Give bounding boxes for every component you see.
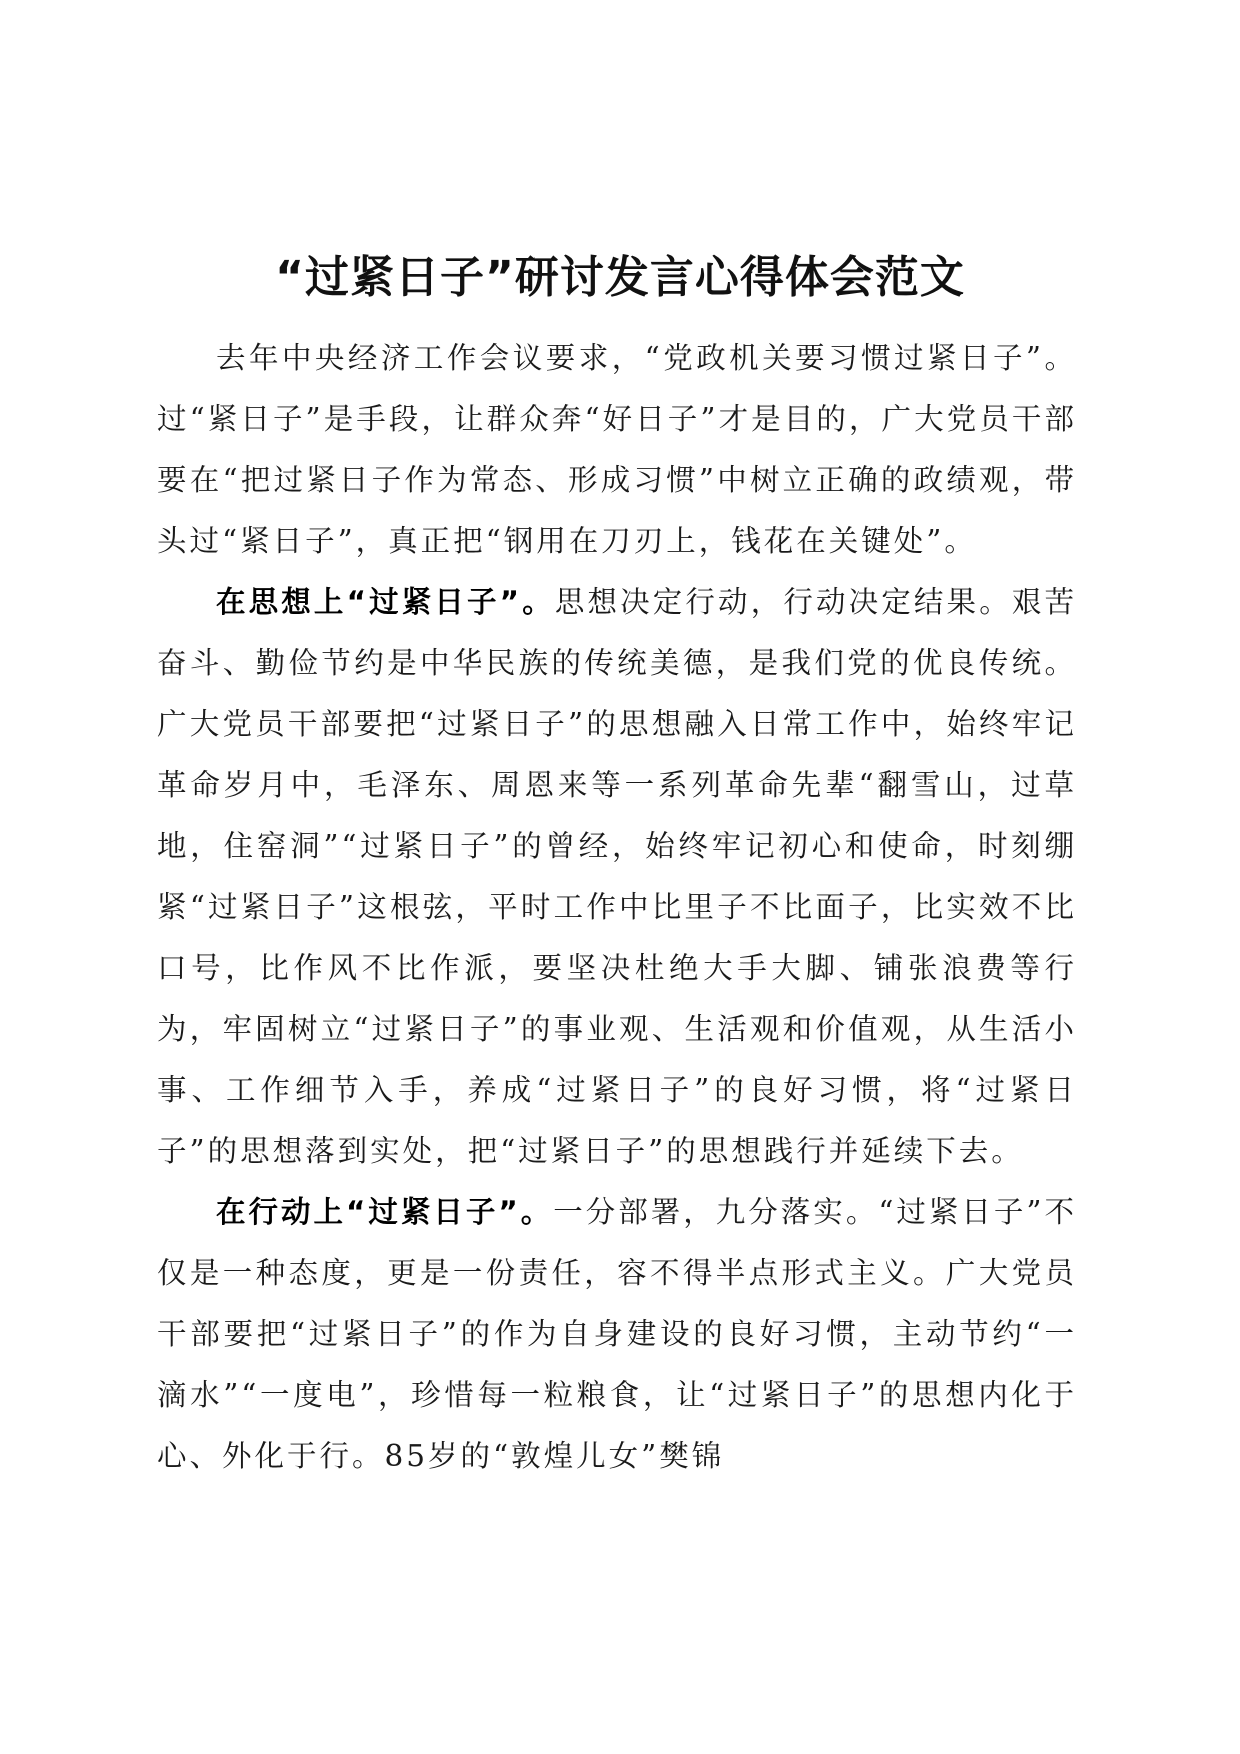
document-body <box>157 328 1077 1487</box>
paragraph-2-heading: 在思想上“过紧日子”。 <box>216 585 555 619</box>
document-title: “过紧日子”研讨发言心得体会范文 <box>275 252 965 303</box>
paragraph-2 <box>157 572 1077 1182</box>
paragraph-1-text: 去年中央经济工作会议要求，“党政机关要习惯过紧日子”。过“紧日子”是手段，让群众奔“好日子”才是目的，广大党员干部要在“把过紧日子作为常态、形成习惯”中树立正确的政绩观，带头过“紧日子”，真正把“钢用在刀刃上，钱花在关键处”。 <box>157 341 1077 558</box>
paragraph-3-text: 一分部署，九分落实。“过紧日子”不仅是一种态度，更是一份责任，容不得半点形式主义。广大党员干部要把“过紧日子”的作为自身建设的良好习惯，主动节约“一滴水”“一度电”，珍惜每一粒粮食，让“过紧日子”的思想内化于心、外化于行。85岁的“敦煌儿女”樊锦 <box>157 1195 1077 1473</box>
paragraph-3-heading: 在行动上“过紧日子”。 <box>216 1195 554 1229</box>
paragraph-1 <box>157 328 1077 572</box>
paragraph-3 <box>157 1182 1077 1487</box>
paragraph-2-text: 思想决定行动，行动决定结果。艰苦奋斗、勤俭节约是中华民族的传统美德，是我们党的优良传统。广大党员干部要把“过紧日子”的思想融入日常工作中，始终牢记革命岁月中，毛泽东、周恩来等一系列革命先辈“翻雪山，过草地，住窑洞”“过紧日子”的曾经，始终牢记初心和使命，时刻绷紧“过紧日子”这根弦，平时工作中比里子不比面子，比实效不比口号，比作风不比作派，要坚决杜绝大手大脚、铺张浪费等行为，牢固树立“过紧日子”的事业观、生活观和价值观，从生活小事、工作细节入手，养成“过紧日子”的良好习惯，将“过紧日子”的思想落到实处，把“过紧日子”的思想践行并延续下去。 <box>157 585 1077 1168</box>
